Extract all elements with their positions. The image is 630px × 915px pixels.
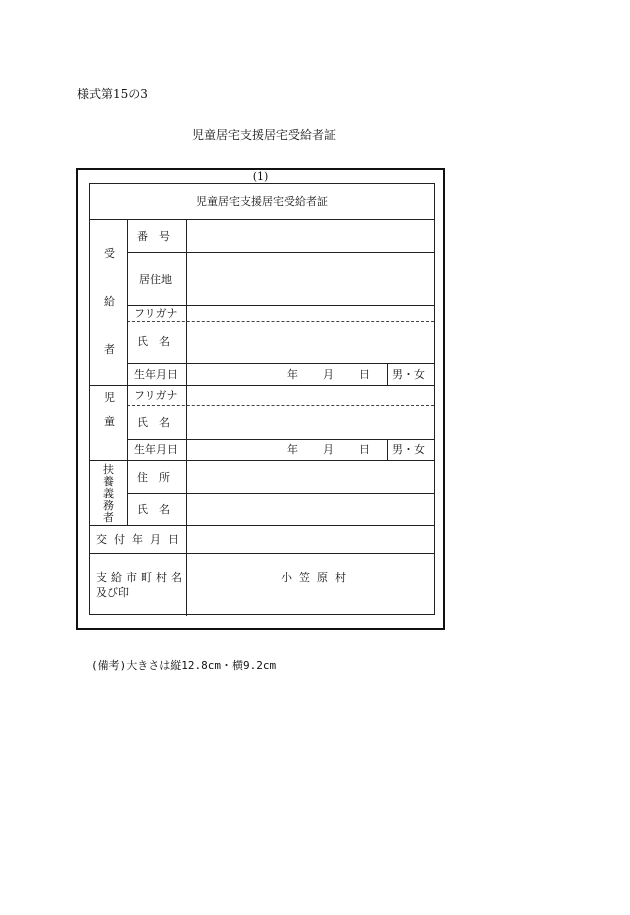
rule [127, 305, 434, 306]
guardian-group-label-5: 者 [103, 511, 114, 524]
child-furigana-label: フリガナ [134, 389, 178, 402]
child-birth-day: 日 [359, 443, 370, 456]
size-note: (備考)大きさは縦12.8cm・横9.2cm [91, 659, 277, 672]
recipient-birth-year: 年 [287, 368, 298, 381]
recipient-birth-month: 月 [323, 368, 334, 381]
recipient-number-label: 番 号 [137, 230, 170, 243]
recipient-group-label-3: 者 [104, 343, 115, 356]
rule [387, 439, 388, 460]
rule [127, 493, 434, 494]
rule [127, 252, 434, 253]
recipient-sex: 男・女 [392, 368, 425, 381]
recipient-address-label: 居住地 [139, 273, 172, 286]
child-birthdate-label: 生年月日 [134, 443, 178, 456]
child-sex: 男・女 [392, 443, 425, 456]
guardian-group-label-3: 義 [103, 487, 114, 500]
guardian-address-label: 住 所 [137, 471, 170, 484]
page-number: (1) [252, 170, 269, 183]
child-birth-month: 月 [323, 443, 334, 456]
recipient-certificate-card [89, 183, 435, 615]
municipality-label: 支給市町村名 [96, 571, 186, 584]
recipient-furigana-label: フリガナ [134, 307, 178, 320]
recipient-group-label-2: 給 [104, 295, 115, 308]
rule [90, 385, 434, 386]
municipality-seal-label: 及び印 [96, 586, 129, 599]
recipient-birth-day: 日 [359, 368, 370, 381]
rule [127, 219, 128, 525]
rule [90, 460, 434, 461]
child-group-label-1: 児 [104, 391, 115, 404]
guardian-group-label-1: 扶 [103, 463, 114, 476]
rule [90, 553, 434, 554]
furigana-divider [127, 321, 434, 322]
guardian-group-label-2: 養 [103, 475, 114, 488]
rule [387, 363, 388, 385]
issue-date-label: 交付年月日 [96, 533, 186, 546]
child-name-label: 氏 名 [137, 416, 170, 429]
furigana-divider [127, 405, 434, 406]
guardian-group-label-4: 務 [103, 499, 114, 512]
recipient-group-label-1: 受 [104, 247, 115, 260]
municipality-value: 小笠原村 [281, 571, 353, 584]
child-group-label-2: 童 [104, 415, 115, 428]
child-birth-year: 年 [287, 443, 298, 456]
rule [186, 219, 187, 616]
rule [90, 219, 434, 220]
recipient-name-label: 氏 名 [137, 335, 170, 348]
form-number: 様式第15の3 [77, 87, 148, 101]
document-title: 児童居宅支援居宅受給者証 [192, 128, 337, 142]
rule [90, 525, 434, 526]
recipient-birthdate-label: 生年月日 [134, 368, 178, 381]
guardian-name-label: 氏 名 [137, 503, 170, 516]
card-title: 児童居宅支援居宅受給者証 [196, 195, 328, 208]
